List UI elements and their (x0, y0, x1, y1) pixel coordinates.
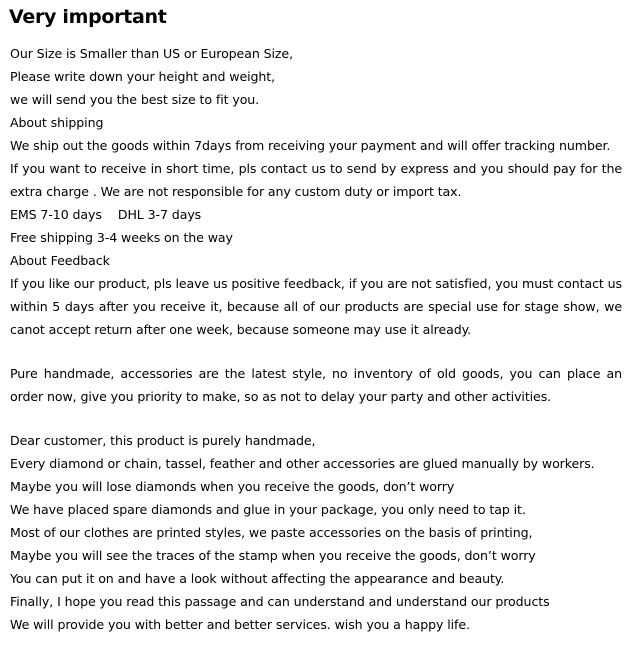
customer-line: Maybe you will lose diamonds when you receive the goods, don’t worry (10, 479, 455, 494)
customer-line: Dear customer, this product is purely handmade, (10, 433, 316, 448)
dhl-time: DHL 3-7 days (117, 207, 202, 222)
page-title: Very important (9, 6, 167, 28)
shipping-heading: About shipping (10, 115, 104, 130)
shipping-times-line (10, 203, 622, 226)
paragraph-gap (10, 341, 622, 362)
free-shipping-line: Free shipping 3-4 weeks on the way (10, 230, 233, 245)
handmade-line: Pure handmade, accessories are the latest style, no inventory of old goods, you can place an (10, 366, 622, 381)
ems-time: EMS 7-10 days (10, 207, 102, 222)
notice-body (10, 42, 622, 636)
feedback-heading: About Feedback (10, 253, 110, 268)
customer-line: Every diamond or chain, tassel, feather and other accessories are glued manually by workers. (10, 456, 595, 471)
handmade-line: order now, give you priority to make, so as not to delay your party and other activities. (10, 389, 552, 404)
size-line: we will send you the best size to fit you. (10, 92, 260, 107)
paragraph-gap (10, 408, 622, 429)
size-line: Our Size is Smaller than US or European Size, (10, 46, 293, 61)
feedback-line: within 5 days after you receive it, because all of our products are special use for stage show, we (10, 299, 622, 314)
customer-line: Finally, I hope you read this passage and can understand and understand our products (10, 594, 550, 609)
customer-line: We will provide you with better and better services. wish you a happy life. (10, 617, 470, 632)
customer-line: Maybe you will see the traces of the stamp when you receive the goods, don’t worry (10, 548, 536, 563)
size-line: Please write down your height and weight, (10, 69, 276, 84)
shipping-line: extra charge . We are not responsible for any custom duty or import tax. (10, 184, 462, 199)
feedback-line: canot accept return after one week, because someone may use it already. (10, 322, 472, 337)
customer-line: You can put it on and have a look without affecting the appearance and beauty. (10, 571, 505, 586)
customer-line: Most of our clothes are printed styles, we paste accessories on the basis of printing, (10, 525, 533, 540)
feedback-line: If you like our product, pls leave us positive feedback, if you are not satisfied, you must contact us (10, 276, 622, 291)
shipping-line: We ship out the goods within 7days from receiving your payment and will offer tracking number. (10, 138, 611, 153)
shipping-line: If you want to receive in short time, pls contact us to send by express and you should pay for the (10, 161, 622, 176)
customer-line: We have placed spare diamonds and glue in your package, you only need to tap it. (10, 502, 526, 517)
